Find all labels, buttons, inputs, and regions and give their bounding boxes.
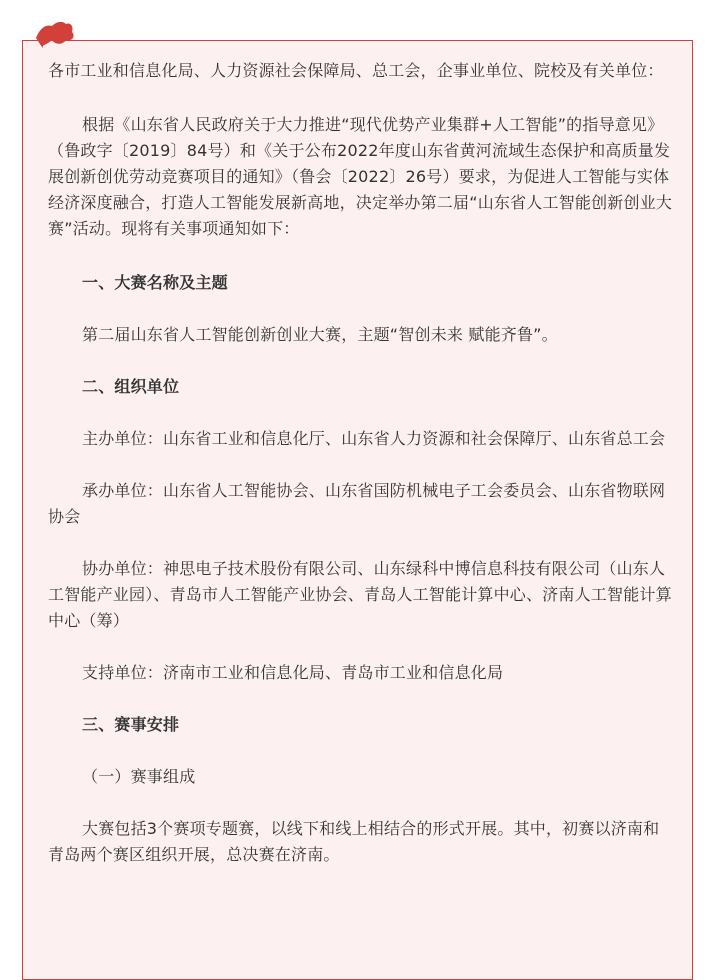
organizer-units: 承办单位：山东省人工智能协会、山东省国防机械电子工会委员会、山东省物联网协会 [48,481,666,526]
salutation: 各市工业和信息化局、人力资源社会保障局、总工会，企事业单位、院校及有关单位： [48,61,664,80]
red-flag-icon [34,18,78,54]
supporter-units: 支持单位：济南市工业和信息化局、青岛市工业和信息化局 [82,663,504,682]
host-units: 主办单位：山东省工业和信息化厅、山东省人力资源和社会保障厅、山东省总工会 [82,429,666,448]
subsection-text-1: 大赛包括3个赛项专题赛，以线下和线上相结合的形式开展。其中，初赛以济南和青岛两个赛区组织开展，总决赛在济南。 [48,819,660,864]
intro-paragraph: 根据《山东省人民政府关于大力推进“现代优势产业集群+人工智能”的指导意见》（鲁政字〔2019〕84号）和《关于公布2022年度山东省黄河流域生态保护和高质量发展创新创优劳动竞赛项目的通知》（鲁会〔2022〕26号）要求，为促进人工智能与实体经济深度融合，打造人工智能发展新高地，决定举办第二届“山东省人工智能创新创业大赛”活动。现将有关事项通知如下： [48,115,673,238]
subsection-title-1: （一）赛事组成 [82,767,196,786]
notice-body [48,58,673,868]
section-title-3: 三、赛事安排 [82,715,180,734]
section-title-2: 二、组织单位 [82,377,180,396]
section-text-1: 第二届山东省人工智能创新创业大赛，主题“智创未来 赋能齐鲁”。 [82,325,558,344]
section-title-1: 一、大赛名称及主题 [82,273,228,292]
co-organizer-units: 协办单位：神思电子技术股份有限公司、山东绿科中博信息科技有限公司（山东人工智能产业园）、青岛市人工智能产业协会、青岛人工智能计算中心、济南人工智能计算中心（筹） [48,559,672,630]
